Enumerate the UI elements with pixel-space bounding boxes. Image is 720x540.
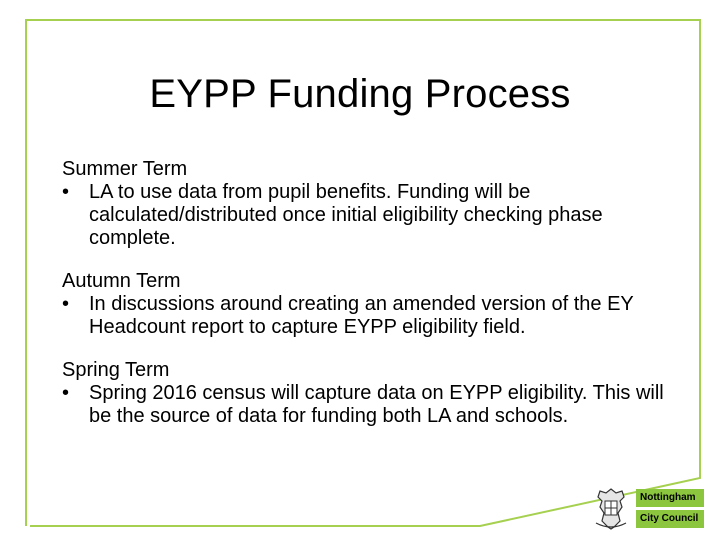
- section-spring-term: [62, 359, 682, 428]
- coat-of-arms-icon: [592, 487, 630, 531]
- bullet-item: [62, 382, 682, 428]
- nottingham-city-council-logo: [592, 487, 707, 532]
- slide-title: EYPP Funding Process: [149, 72, 571, 116]
- section-heading: Summer Term: [62, 158, 188, 180]
- bullet-symbol: •: [62, 181, 70, 203]
- bullet-text: In discussions around creating an amended version of the EY Headcount report to capture EYPP eligibility field.: [89, 293, 634, 338]
- bullet-text: Spring 2016 census will capture data on EYPP eligibility. This will be the source of data for funding both LA and schools.: [89, 382, 664, 427]
- logo-line-2: City Council: [636, 510, 704, 528]
- section-heading: Autumn Term: [62, 270, 181, 292]
- bullet-text: LA to use data from pupil benefits. Funding will be calculated/distributed once initial eligibility checking phase complete.: [89, 181, 603, 249]
- slide-content: [62, 158, 682, 448]
- section-heading: Spring Term: [62, 359, 170, 381]
- logo-line-1: Nottingham: [636, 489, 704, 507]
- bullet-symbol: •: [62, 382, 70, 404]
- bullet-item: [62, 293, 682, 339]
- section-summer-term: [62, 158, 682, 250]
- logo-text: [636, 489, 704, 531]
- section-autumn-term: [62, 270, 682, 339]
- bullet-item: [62, 181, 682, 250]
- bullet-symbol: •: [62, 293, 70, 315]
